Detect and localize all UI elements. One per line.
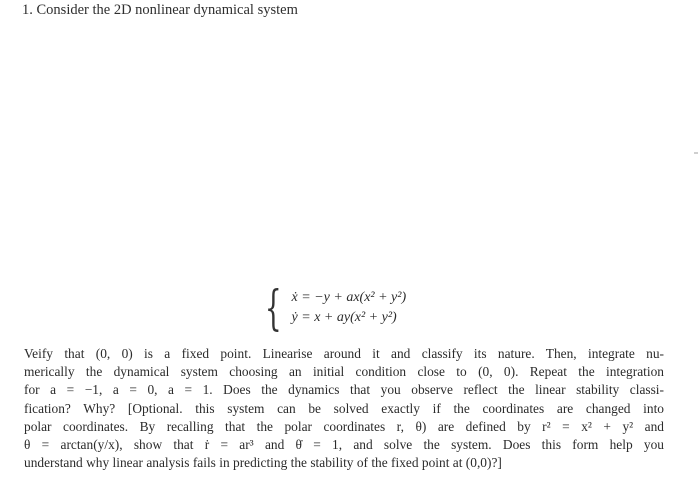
paragraph-line: merically the dynamical system choosing an initial condition close to (0, 0). Repeat the integration <box>24 364 664 380</box>
paragraph-line: understand why linear analysis fails in predicting the stability of the fixed point at (0,0)?] <box>24 455 502 471</box>
equation-y: ẏ = x + ay(x² + y²) <box>291 310 397 325</box>
paragraph-line: fication? Why? [Optional. this system can be solved exactly if the coordinates are changed into <box>24 400 664 416</box>
problem-heading: 1. Consider the 2D nonlinear dynamical system <box>22 2 298 18</box>
equation-x: ẋ = −y + ax(x² + y²) <box>291 290 407 305</box>
equation-system <box>258 280 407 336</box>
left-brace-icon: { <box>264 280 282 336</box>
equation-list <box>292 288 407 328</box>
problem-paragraph <box>24 345 664 472</box>
paragraph-line: for a = −1, a = 0, a = 1. Does the dynamics that you observe reflect the linear stability classi- <box>24 382 664 398</box>
paragraph-line: θ = arctan(y/x), show that ṙ = ar³ and θ̇ = 1, and solve the system. Does this form help you <box>24 437 664 453</box>
paragraph-line: Veify that (0, 0) is a fixed point. Linearise around it and classify its nature. Then, integrate nu- <box>24 346 664 361</box>
page-edge-mark <box>694 152 698 154</box>
paragraph-line: polar coordinates. By recalling that the polar coordinates r, θ) are defined by r² = x² + y² and <box>24 418 664 434</box>
